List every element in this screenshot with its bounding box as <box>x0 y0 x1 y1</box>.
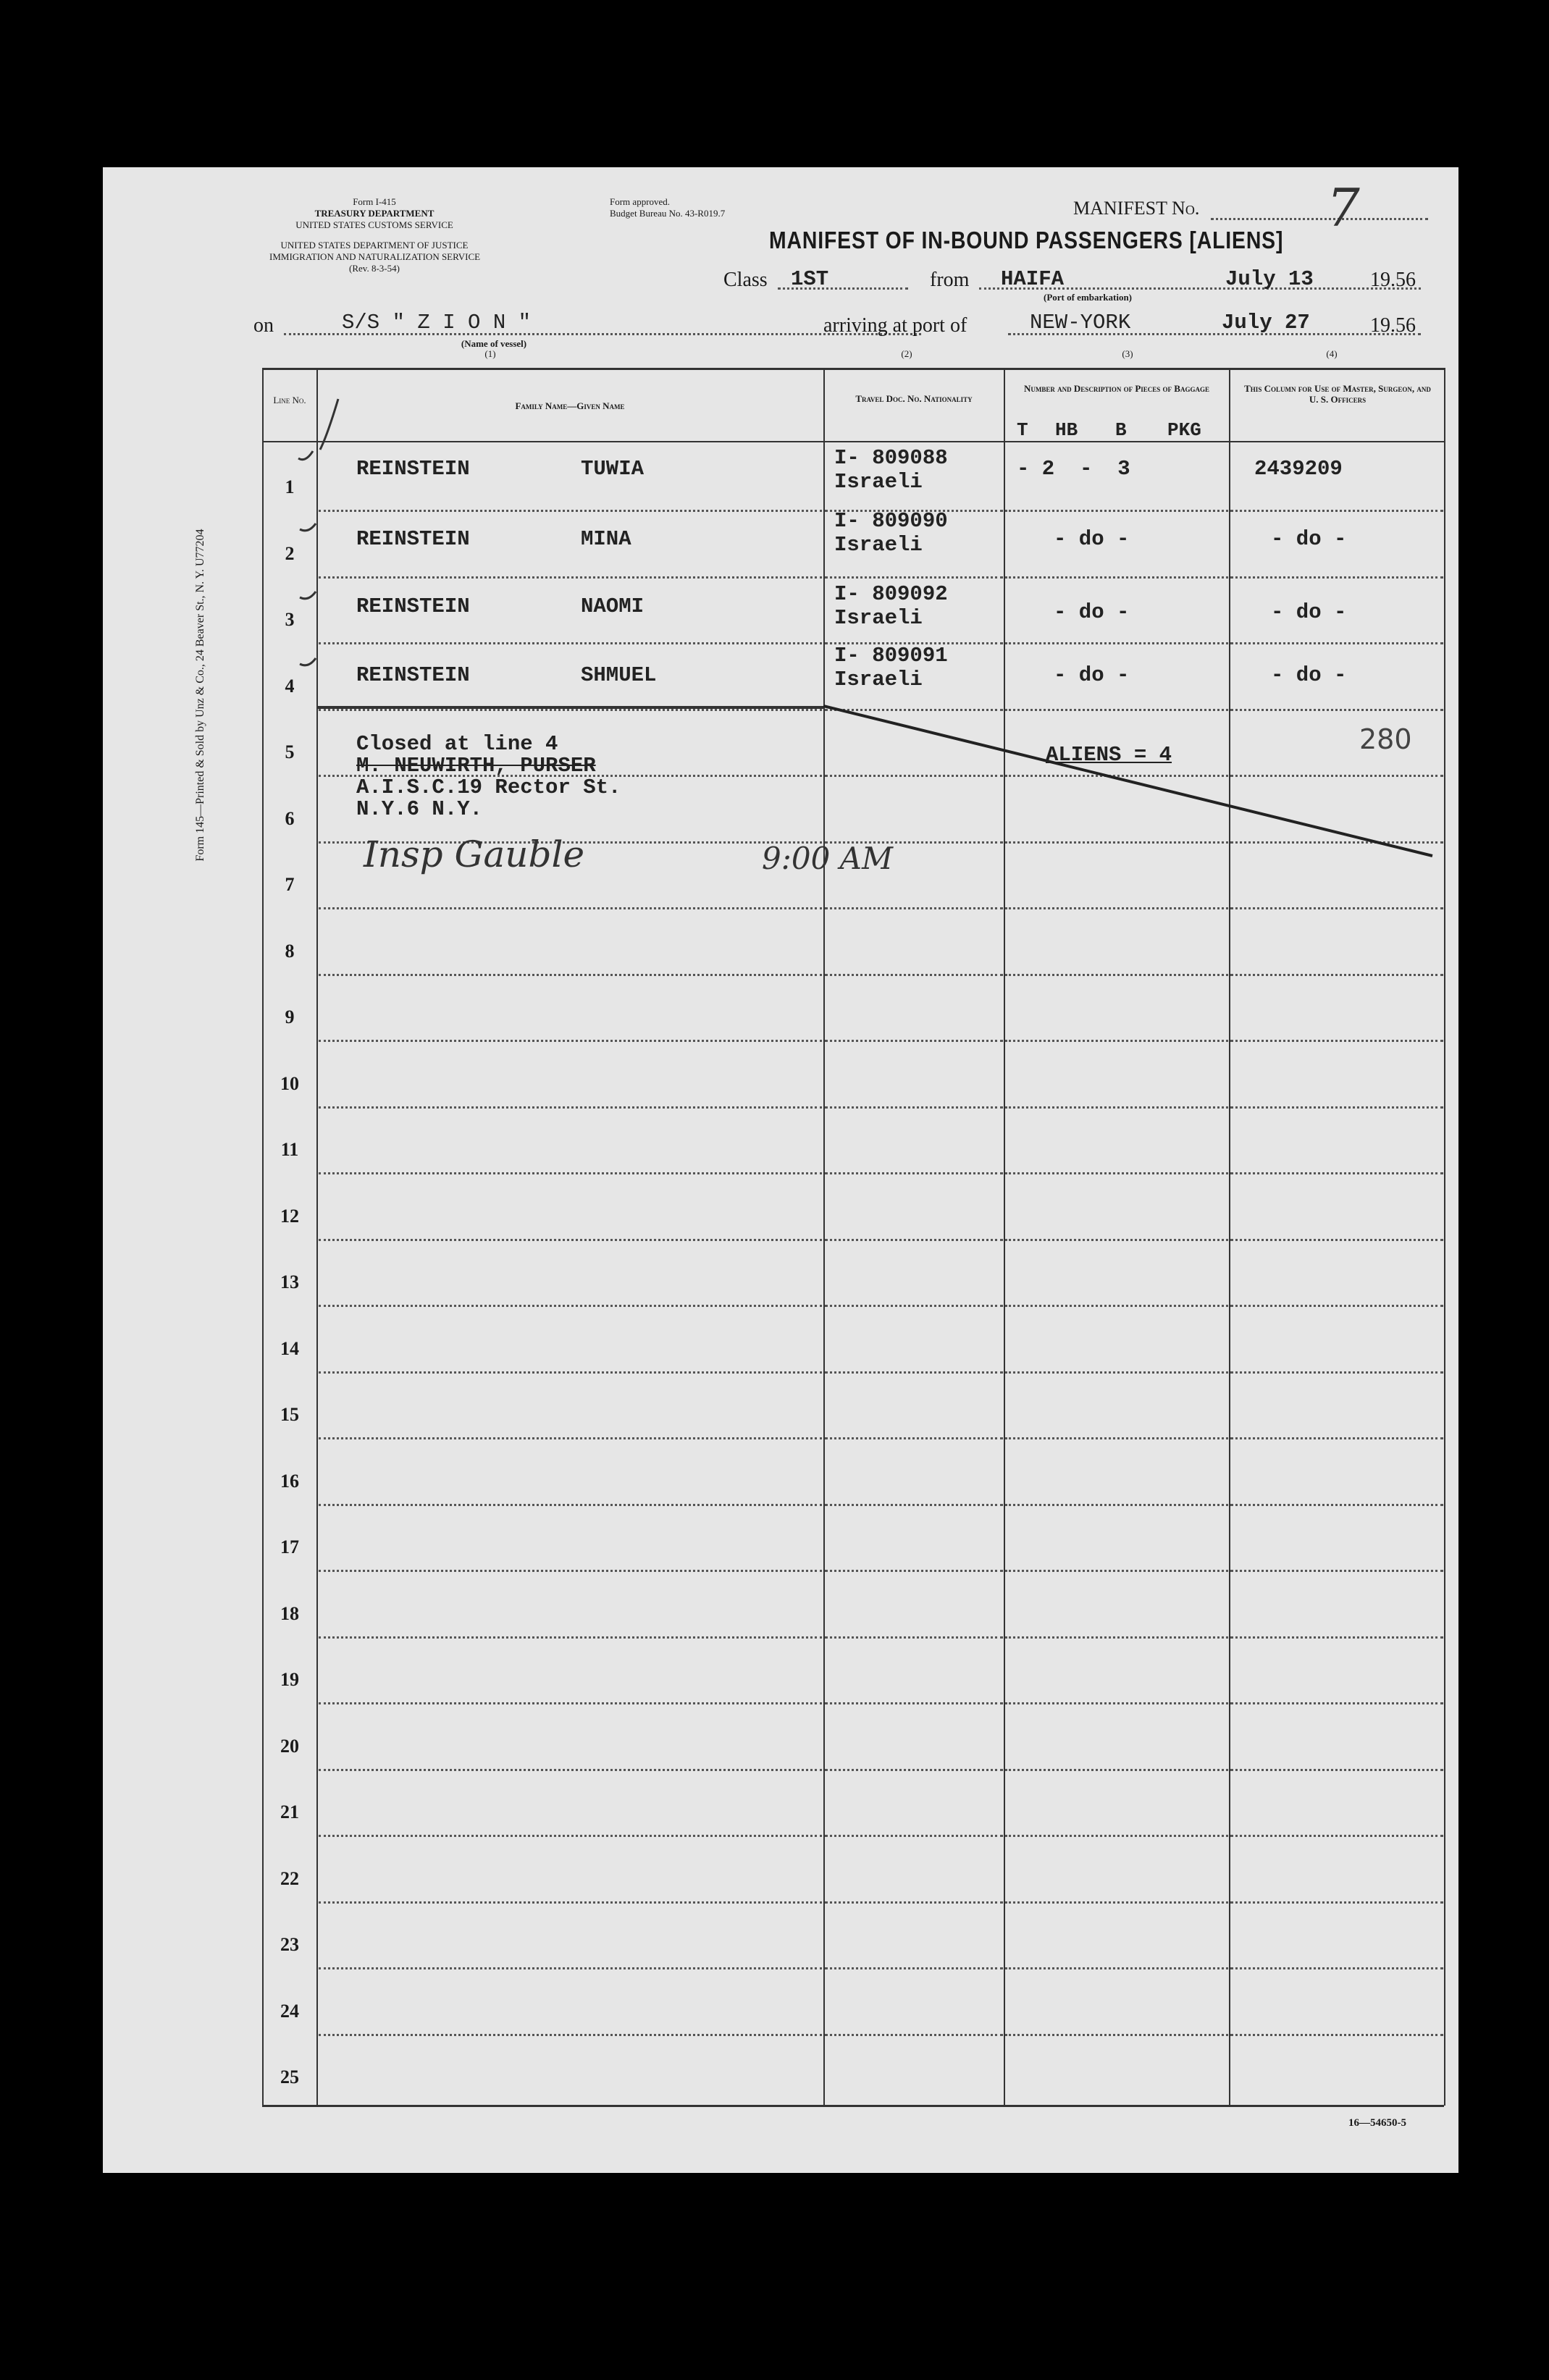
baggage-sub-pkg: PKG <box>1167 419 1201 441</box>
form-approved: Form approved. <box>610 196 671 207</box>
arrival-port: NEW-YORK <box>1030 311 1131 335</box>
class-label: Class <box>723 269 768 291</box>
col-caption-4: (4) <box>1326 348 1338 359</box>
departure-date: July 13 <box>1225 267 1314 291</box>
passenger-2-doc: I- 809090 <box>834 509 948 533</box>
line-number: 17 <box>280 1536 299 1557</box>
on-label: on <box>253 314 274 337</box>
passenger-2-nationality: Israeli <box>834 533 923 557</box>
line-number: 14 <box>280 1337 299 1359</box>
departure-year: 19.56 <box>1370 269 1416 291</box>
vessel-caption: (Name of vessel) <box>461 338 527 349</box>
passenger-4-doc: I- 809091 <box>834 644 948 668</box>
line-number: 11 <box>280 1139 299 1160</box>
from-label: from <box>930 269 970 291</box>
header-baggage: Number and Description of Pieces of Baggage <box>1024 383 1209 394</box>
officer-note: 280 <box>1359 723 1412 755</box>
manifest-no-value: 7 <box>1327 177 1360 238</box>
passenger-3-officer: - do - <box>1271 600 1347 624</box>
line-number: 2 <box>285 542 295 564</box>
line-number: 9 <box>285 1006 295 1027</box>
passenger-4-family: REINSTEIN <box>356 663 470 687</box>
closing-slash <box>103 167 1458 2173</box>
line-number: 12 <box>280 1205 299 1227</box>
line-number: 7 <box>285 874 295 895</box>
inspector-time: 9:00 AM <box>762 841 894 876</box>
vessel-name: S/S " Z I O N " <box>342 311 532 335</box>
passenger-3-nationality: Israeli <box>834 606 923 630</box>
passenger-3-given: NAOMI <box>581 594 645 618</box>
treasury-dept: TREASURY DEPARTMENT <box>314 208 435 219</box>
passenger-1-nationality: Israeli <box>834 470 923 494</box>
header-travel-doc: Travel Doc. No. Nationality <box>855 393 973 404</box>
line-number: 16 <box>280 1470 299 1492</box>
line-number: 4 <box>285 675 295 697</box>
inspector-signature: Insp Gauble <box>364 833 585 875</box>
baggage-sub-t: T <box>1017 419 1028 441</box>
passenger-3-doc: I- 809092 <box>834 582 948 606</box>
line-number: 19 <box>280 1669 299 1690</box>
arrival-date: July 27 <box>1222 311 1310 335</box>
manifest-no-label: MANIFEST No. <box>1073 198 1200 219</box>
line-number: 22 <box>280 1867 299 1889</box>
arrival-year: 19.56 <box>1370 314 1416 337</box>
from-value: HAIFA <box>1001 267 1065 291</box>
arriving-label: arriving at port of <box>823 314 967 337</box>
ins-service: IMMIGRATION AND NATURALIZATION SERVICE <box>269 251 481 262</box>
footer-code: 16—54650-5 <box>1348 2117 1406 2129</box>
line-number: 3 <box>285 609 295 630</box>
line-number: 24 <box>280 2000 299 2022</box>
line-number: 13 <box>280 1271 299 1292</box>
form-number: Form I-415 <box>353 196 396 207</box>
passenger-4-nationality: Israeli <box>834 668 923 691</box>
line-number: 21 <box>280 1801 299 1822</box>
line-number: 20 <box>280 1735 299 1757</box>
passenger-2-officer: - do - <box>1271 527 1347 551</box>
passenger-2-baggage: - do - <box>1054 527 1130 551</box>
col-caption-3: (3) <box>1122 348 1133 359</box>
budget-bureau: Budget Bureau No. 43-R019.7 <box>610 208 726 219</box>
closing-line-3: A.I.S.C.19 Rector St. <box>356 775 621 799</box>
passenger-2-given: MINA <box>581 527 631 551</box>
manifest-title: MANIFEST OF IN-BOUND PASSENGERS [ALIENS] <box>769 227 1284 253</box>
manifest-sheet <box>103 167 1458 2173</box>
passenger-1-family: REINSTEIN <box>356 457 470 481</box>
col-caption-2: (2) <box>901 348 912 359</box>
passenger-1-given: TUWIA <box>581 457 645 481</box>
passenger-1-doc: I- 809088 <box>834 446 948 470</box>
line-number: 18 <box>280 1602 299 1624</box>
header-officers: This Column for Use of Master, Surgeon, and U. S. Officers <box>1244 383 1431 405</box>
passenger-1-baggage: - 2 - 3 <box>1017 457 1130 481</box>
header-family-name: Family Name—Given Name <box>515 400 625 411</box>
printer-side-text: Form 145—Printed & Sold by Unz & Co., 24 Beaver St., N. Y. U77204 <box>194 529 206 862</box>
closing-line-4: N.Y.6 N.Y. <box>356 797 483 821</box>
customs-service: UNITED STATES CUSTOMS SERVICE <box>295 219 453 230</box>
justice-dept: UNITED STATES DEPARTMENT OF JUSTICE <box>280 240 469 251</box>
aliens-total: ALIENS = 4 <box>1046 743 1172 767</box>
line-number: 5 <box>285 741 295 762</box>
revision-date: (Rev. 8-3-54) <box>349 263 400 274</box>
passenger-3-family: REINSTEIN <box>356 594 470 618</box>
passenger-1-officer: 2439209 <box>1254 457 1343 481</box>
line-number: 6 <box>285 807 295 829</box>
closing-line-1: Closed at line 4 <box>356 732 558 756</box>
header-line-no: Line No. <box>273 395 306 405</box>
line-number: 1 <box>285 476 295 497</box>
port-embarkation-caption: (Port of embarkation) <box>1043 292 1133 303</box>
line-number: 10 <box>280 1072 299 1094</box>
passenger-2-family: REINSTEIN <box>356 527 470 551</box>
line-number: 25 <box>280 2066 299 2087</box>
passenger-4-baggage: - do - <box>1054 663 1130 687</box>
baggage-sub-b: B <box>1115 419 1127 441</box>
line-number: 15 <box>280 1404 299 1425</box>
baggage-sub-hb: HB <box>1055 419 1078 441</box>
closing-line-2: M. NEUWIRTH, PURSER <box>356 754 596 778</box>
passenger-4-officer: - do - <box>1271 663 1347 687</box>
line-number: 23 <box>280 1934 299 1955</box>
passenger-4-given: SHMUEL <box>581 663 657 687</box>
passenger-3-baggage: - do - <box>1054 600 1130 624</box>
class-value: 1ST <box>791 267 829 291</box>
line-number: 8 <box>285 940 295 962</box>
col-caption-1: (1) <box>484 348 496 359</box>
